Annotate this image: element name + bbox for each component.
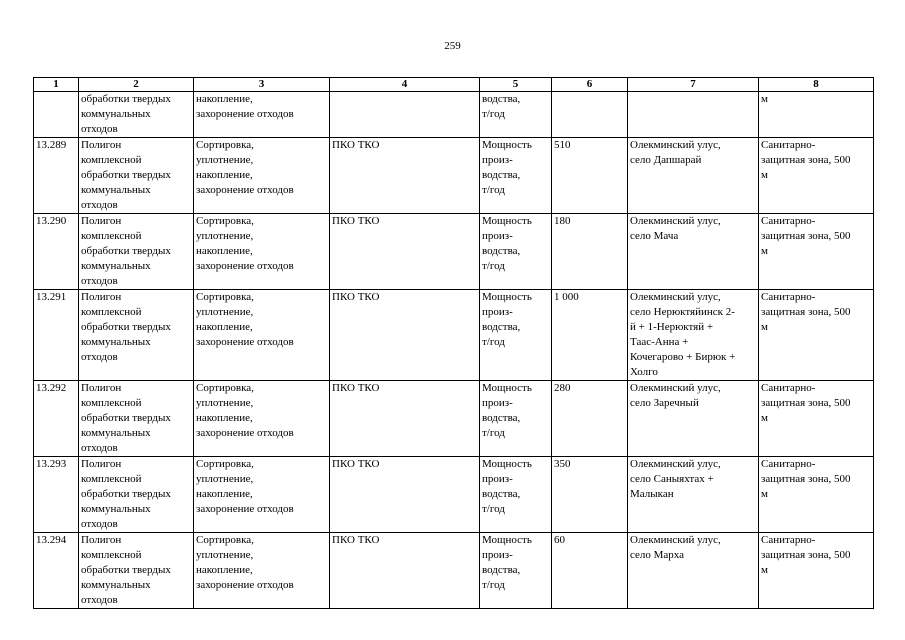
header-cell: 2 bbox=[79, 78, 194, 92]
cell-line: Олекминский улус, bbox=[630, 382, 721, 394]
cell-line: село Мача bbox=[630, 230, 679, 242]
cell-line: комплексной bbox=[81, 306, 142, 318]
cell-capacity: 60 bbox=[552, 533, 628, 609]
cell-line: водства, bbox=[482, 245, 521, 257]
cell-line: уплотнение, bbox=[196, 306, 254, 318]
cell-line: Таас-Анна + bbox=[630, 336, 689, 348]
cell-line: отходов bbox=[81, 518, 118, 530]
cell-line: водства, bbox=[482, 321, 521, 333]
cell-line: обработки твердых bbox=[81, 93, 171, 105]
cell-abbreviation bbox=[330, 92, 480, 138]
cell-operations bbox=[194, 214, 330, 290]
header-row bbox=[34, 78, 874, 92]
cell-line: отходов bbox=[81, 442, 118, 454]
cell-parameter bbox=[480, 214, 552, 290]
cell-line: уплотнение, bbox=[196, 397, 254, 409]
cell-capacity: 510 bbox=[552, 138, 628, 214]
header-cell: 3 bbox=[194, 78, 330, 92]
cell-capacity bbox=[552, 92, 628, 138]
cell-capacity: 1 000 bbox=[552, 290, 628, 381]
cell-line: Санитарно- bbox=[761, 382, 816, 394]
table-body bbox=[34, 92, 874, 609]
cell-capacity: 280 bbox=[552, 381, 628, 457]
cell-line: Олекминский улус, bbox=[630, 534, 721, 546]
header-cell: 4 bbox=[330, 78, 480, 92]
cell-line: защитная зона, 500 bbox=[761, 397, 851, 409]
cell-line: коммунальных bbox=[81, 427, 151, 439]
cell-location bbox=[628, 457, 759, 533]
cell-line: комплексной bbox=[81, 397, 142, 409]
cell-line: Санитарно- bbox=[761, 458, 816, 470]
cell-parameter bbox=[480, 92, 552, 138]
cell-line: водства, bbox=[482, 488, 521, 500]
header-cell: 1 bbox=[34, 78, 79, 92]
cell-line: произ- bbox=[482, 154, 513, 166]
cell-line: м bbox=[761, 169, 768, 181]
cell-line: Сортировка, bbox=[196, 291, 254, 303]
cell-line: коммунальных bbox=[81, 336, 151, 348]
cell-parameter bbox=[480, 290, 552, 381]
cell-line: накопление, bbox=[196, 93, 253, 105]
cell-line: село Заречный bbox=[630, 397, 699, 409]
cell-object-type bbox=[79, 92, 194, 138]
cell-line: произ- bbox=[482, 230, 513, 242]
cell-line: обработки твердых bbox=[81, 412, 171, 424]
cell-line: водства, bbox=[482, 412, 521, 424]
cell-line: произ- bbox=[482, 473, 513, 485]
cell-line: Санитарно- bbox=[761, 215, 816, 227]
cell-line: накопление, bbox=[196, 321, 253, 333]
cell-line: Мощность bbox=[482, 291, 532, 303]
cell-abbreviation: ПКО ТКО bbox=[330, 290, 480, 381]
cell-line: село Марха bbox=[630, 549, 685, 561]
cell-line: комплексной bbox=[81, 473, 142, 485]
cell-number: 13.289 bbox=[34, 138, 79, 214]
cell-line: защитная зона, 500 bbox=[761, 306, 851, 318]
cell-abbreviation: ПКО ТКО bbox=[330, 381, 480, 457]
cell-line: Сортировка, bbox=[196, 458, 254, 470]
cell-line: коммунальных bbox=[81, 260, 151, 272]
cell-line: Сортировка, bbox=[196, 139, 254, 151]
cell-parameter bbox=[480, 138, 552, 214]
cell-line: Олекминский улус, bbox=[630, 215, 721, 227]
cell-line: й + 1-Нерюктяй + bbox=[630, 321, 714, 333]
cell-line: комплексной bbox=[81, 549, 142, 561]
cell-line: т/год bbox=[482, 184, 505, 196]
cell-line: Полигон bbox=[81, 382, 122, 394]
cell-operations bbox=[194, 457, 330, 533]
header-cell: 6 bbox=[552, 78, 628, 92]
cell-line: обработки твердых bbox=[81, 564, 171, 576]
cell-line: отходов bbox=[81, 275, 118, 287]
data-table bbox=[33, 77, 874, 609]
cell-sanitary-zone bbox=[759, 290, 874, 381]
cell-line: м bbox=[761, 321, 768, 333]
cell-line: Олекминский улус, bbox=[630, 458, 721, 470]
cell-line: т/год bbox=[482, 427, 505, 439]
header-cell: 5 bbox=[480, 78, 552, 92]
cell-parameter bbox=[480, 533, 552, 609]
cell-line: накопление, bbox=[196, 245, 253, 257]
table-row bbox=[34, 533, 874, 609]
cell-line: т/год bbox=[482, 108, 505, 120]
cell-number bbox=[34, 92, 79, 138]
cell-line: м bbox=[761, 245, 768, 257]
cell-line: Сортировка, bbox=[196, 215, 254, 227]
cell-line: захоронение отходов bbox=[196, 503, 294, 515]
cell-line: Мощность bbox=[482, 458, 532, 470]
table-row bbox=[34, 290, 874, 381]
cell-line: т/год bbox=[482, 579, 505, 591]
cell-line: Олекминский улус, bbox=[630, 291, 721, 303]
cell-location bbox=[628, 290, 759, 381]
cell-line: село Нерюктяйинск 2- bbox=[630, 306, 735, 318]
cell-location bbox=[628, 533, 759, 609]
cell-abbreviation: ПКО ТКО bbox=[330, 533, 480, 609]
cell-line: т/год bbox=[482, 503, 505, 515]
cell-line: село Дапшарай bbox=[630, 154, 702, 166]
cell-location bbox=[628, 381, 759, 457]
cell-location bbox=[628, 138, 759, 214]
cell-operations bbox=[194, 381, 330, 457]
cell-line: уплотнение, bbox=[196, 230, 254, 242]
cell-object-type bbox=[79, 381, 194, 457]
cell-line: Сортировка, bbox=[196, 382, 254, 394]
cell-operations bbox=[194, 533, 330, 609]
cell-line: Полигон bbox=[81, 458, 122, 470]
table-row bbox=[34, 92, 874, 138]
cell-line: защитная зона, 500 bbox=[761, 473, 851, 485]
cell-line: Санитарно- bbox=[761, 291, 816, 303]
cell-line: произ- bbox=[482, 397, 513, 409]
cell-number: 13.293 bbox=[34, 457, 79, 533]
cell-operations bbox=[194, 290, 330, 381]
cell-line: м bbox=[761, 564, 768, 576]
cell-line: м bbox=[761, 93, 768, 105]
cell-line: Холго bbox=[630, 366, 658, 378]
cell-line: Олекминский улус, bbox=[630, 139, 721, 151]
cell-capacity: 350 bbox=[552, 457, 628, 533]
cell-line: защитная зона, 500 bbox=[761, 154, 851, 166]
cell-line: Мощность bbox=[482, 215, 532, 227]
cell-location bbox=[628, 92, 759, 138]
cell-line: коммунальных bbox=[81, 579, 151, 591]
cell-operations bbox=[194, 138, 330, 214]
cell-line: отходов bbox=[81, 351, 118, 363]
cell-line: Мощность bbox=[482, 139, 532, 151]
cell-sanitary-zone bbox=[759, 457, 874, 533]
cell-line: захоронение отходов bbox=[196, 579, 294, 591]
cell-line: Полигон bbox=[81, 139, 122, 151]
cell-line: Мощность bbox=[482, 534, 532, 546]
cell-line: захоронение отходов bbox=[196, 184, 294, 196]
cell-location bbox=[628, 214, 759, 290]
cell-object-type bbox=[79, 533, 194, 609]
cell-line: накопление, bbox=[196, 412, 253, 424]
cell-line: отходов bbox=[81, 199, 118, 211]
cell-line: захоронение отходов bbox=[196, 336, 294, 348]
cell-line: Сортировка, bbox=[196, 534, 254, 546]
cell-line: коммунальных bbox=[81, 184, 151, 196]
cell-line: защитная зона, 500 bbox=[761, 549, 851, 561]
cell-line: произ- bbox=[482, 549, 513, 561]
cell-line: Кочегарово + Бирюк + bbox=[630, 351, 736, 363]
cell-abbreviation: ПКО ТКО bbox=[330, 214, 480, 290]
cell-abbreviation: ПКО ТКО bbox=[330, 138, 480, 214]
cell-line: село Саныяхтах + bbox=[630, 473, 714, 485]
cell-line: Полигон bbox=[81, 291, 122, 303]
cell-number: 13.294 bbox=[34, 533, 79, 609]
cell-line: накопление, bbox=[196, 564, 253, 576]
cell-number: 13.290 bbox=[34, 214, 79, 290]
page-number: 259 bbox=[444, 40, 461, 52]
cell-object-type bbox=[79, 457, 194, 533]
cell-sanitary-zone bbox=[759, 92, 874, 138]
cell-line: Мощность bbox=[482, 382, 532, 394]
cell-parameter bbox=[480, 457, 552, 533]
header-cell: 7 bbox=[628, 78, 759, 92]
cell-line: накопление, bbox=[196, 488, 253, 500]
cell-line: комплексной bbox=[81, 154, 142, 166]
cell-line: уплотнение, bbox=[196, 473, 254, 485]
cell-number: 13.292 bbox=[34, 381, 79, 457]
cell-line: м bbox=[761, 488, 768, 500]
cell-line: Полигон bbox=[81, 534, 122, 546]
cell-line: обработки твердых bbox=[81, 245, 171, 257]
cell-line: водства, bbox=[482, 93, 521, 105]
cell-line: т/год bbox=[482, 336, 505, 348]
cell-line: захоронение отходов bbox=[196, 427, 294, 439]
table-row bbox=[34, 457, 874, 533]
cell-line: Санитарно- bbox=[761, 139, 816, 151]
cell-line: Малыкан bbox=[630, 488, 674, 500]
cell-line: Полигон bbox=[81, 215, 122, 227]
cell-line: коммунальных bbox=[81, 503, 151, 515]
cell-line: т/год bbox=[482, 260, 505, 272]
cell-line: комплексной bbox=[81, 230, 142, 242]
cell-sanitary-zone bbox=[759, 214, 874, 290]
header-cell: 8 bbox=[759, 78, 874, 92]
cell-line: накопление, bbox=[196, 169, 253, 181]
cell-line: захоронение отходов bbox=[196, 108, 294, 120]
cell-object-type bbox=[79, 290, 194, 381]
cell-object-type bbox=[79, 214, 194, 290]
cell-line: обработки твердых bbox=[81, 169, 171, 181]
cell-sanitary-zone bbox=[759, 381, 874, 457]
cell-line: произ- bbox=[482, 306, 513, 318]
cell-line: м bbox=[761, 412, 768, 424]
cell-operations bbox=[194, 92, 330, 138]
cell-line: уплотнение, bbox=[196, 549, 254, 561]
cell-line: захоронение отходов bbox=[196, 260, 294, 272]
cell-line: водства, bbox=[482, 564, 521, 576]
cell-line: обработки твердых bbox=[81, 321, 171, 333]
table-row bbox=[34, 381, 874, 457]
cell-object-type bbox=[79, 138, 194, 214]
cell-line: Санитарно- bbox=[761, 534, 816, 546]
cell-line: отходов bbox=[81, 123, 118, 135]
cell-line: водства, bbox=[482, 169, 521, 181]
cell-line: обработки твердых bbox=[81, 488, 171, 500]
cell-sanitary-zone bbox=[759, 138, 874, 214]
cell-line: защитная зона, 500 bbox=[761, 230, 851, 242]
cell-line: коммунальных bbox=[81, 108, 151, 120]
cell-parameter bbox=[480, 381, 552, 457]
cell-line: отходов bbox=[81, 594, 118, 606]
cell-line: уплотнение, bbox=[196, 154, 254, 166]
cell-abbreviation: ПКО ТКО bbox=[330, 457, 480, 533]
cell-sanitary-zone bbox=[759, 533, 874, 609]
table-row bbox=[34, 214, 874, 290]
cell-number: 13.291 bbox=[34, 290, 79, 381]
cell-capacity: 180 bbox=[552, 214, 628, 290]
table-row bbox=[34, 138, 874, 214]
